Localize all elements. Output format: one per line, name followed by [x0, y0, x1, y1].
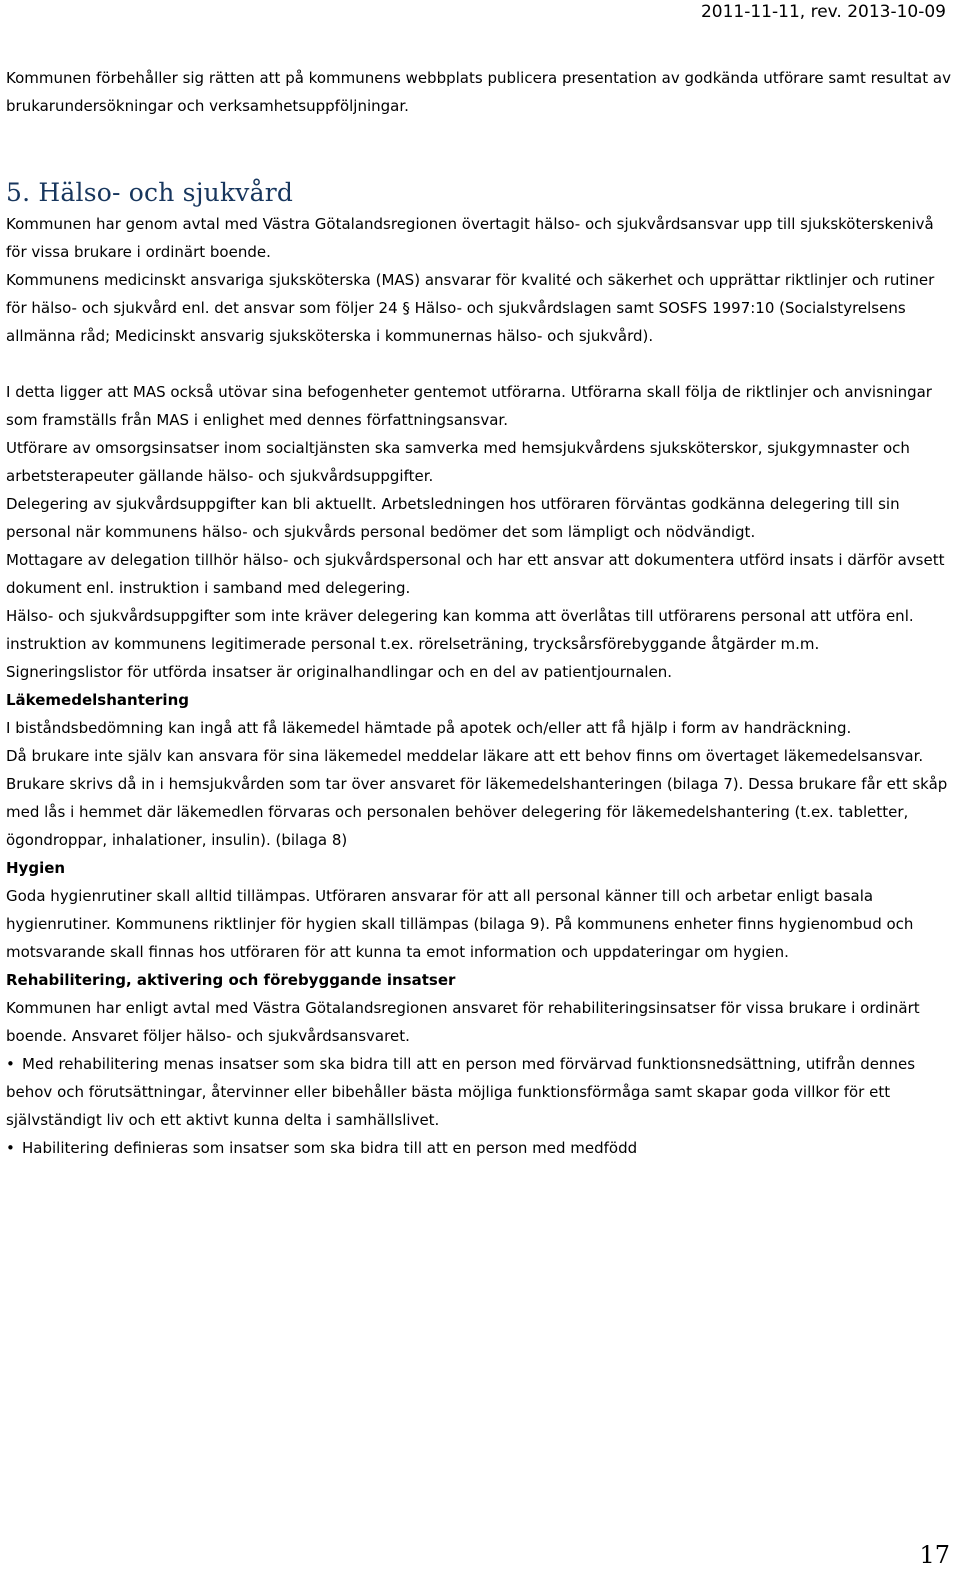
subheading-hygien: Hygien: [6, 859, 66, 877]
document-body: [6, 64, 952, 1162]
paragraph: Kommunens medicinskt ansvariga sjuksköterska (MAS) ansvarar för kvalité och säkerhet och upprättar riktlinjer och rutiner för hälso- och sjukvård enl. det ansvar som följer 24 § Hälso- och sjukvårdslagen samt SOSFS 1997:10 (Socialstyrelsens allmänna råd; Medicinskt ansvarig sjuksköterska i kommunernas hälso- och sjukvård).: [6, 271, 935, 345]
paragraph: Kommunen har genom avtal med Västra Götalandsregionen övertagit hälso- och sjukvårdsansvar upp till sjuksköterskenivå för vissa brukare i ordinärt boende.: [6, 215, 934, 261]
bullet-item: [6, 1134, 952, 1162]
paragraph: Kommunen har enligt avtal med Västra Götalandsregionen ansvaret för rehabiliteringsinsatser för vissa brukare i ordinärt boende. Ansvaret följer hälso- och sjukvårdsansvaret.: [6, 999, 920, 1045]
page-number: 17: [919, 1541, 950, 1569]
paragraph: Utförare av omsorgsinsatser inom socialtjänsten ska samverka med hemsjukvårdens sjuksköterskor, sjukgymnaster och arbetsterapeuter gällande hälso- och sjukvårdsuppgifter.: [6, 439, 910, 485]
section-body: [6, 210, 952, 686]
intro-paragraph: Kommunen förbehåller sig rätten att på kommunens webbplats publicera presentation av godkända utförare samt resultat av brukarundersökningar och verksamhetsuppföljningar.: [6, 69, 951, 115]
bullet-item: [6, 1050, 952, 1134]
paragraph: Då brukare inte själv kan ansvara för sina läkemedel meddelar läkare att ett behov finns om övertaget läkemedelsansvar. Brukare skrivs då in i hemsjukvården som tar över ansvaret för läkemedelshanteringen (bilaga 7). Dessa brukare får ett skåp med lås i hemmet där läkemedlen förvaras och personalen behöver delegering för läkemedelshantering (t.ex. tabletter, ögondroppar, inhalationer, insulin). (bilaga 8): [6, 747, 948, 849]
paragraph: Hälso- och sjukvårdsuppgifter som inte kräver delegering kan komma att överlåtas till utförarens personal att utföra enl. instruktion av kommunens legitimerade personal t.ex. rörelseträning, trycksårsförebyggande åtgärder m.m.: [6, 607, 914, 653]
paragraph: I biståndsbedömning kan ingå att få läkemedel hämtade på apotek och/eller att få hjälp i form av handräckning.: [6, 719, 852, 737]
section-heading: 5. Hälso- och sjukvård: [6, 178, 294, 207]
paragraph: Goda hygienrutiner skall alltid tillämpas. Utföraren ansvarar för att all personal känner till och arbetar enligt basala hygienrutiner. Kommunens riktlinjer för hygien skall tillämpas (bilaga 9). På kommunens enheter finns hygienombud och motsvarande skall finnas hos utföraren för att kunna ta emot information och uppdateringar om hygien.: [6, 887, 914, 961]
bullet-text: Habilitering definieras som insatser som ska bidra till att en person med medfödd: [22, 1139, 638, 1157]
subheading-rehabilitering: Rehabilitering, aktivering och förebyggande insatser: [6, 971, 456, 989]
bullet-text: Med rehabilitering menas insatser som ska bidra till att en person med förvärvad funktionsnedsättning, utifrån dennes behov och förutsättningar, återvinner eller bibehåller bästa möjliga funktionsförmåga samt skapar goda villkor för ett självständigt liv och ett aktivt kunna delta i samhällslivet.: [6, 1055, 916, 1129]
bullet-icon: •: [6, 1055, 15, 1073]
subheading-lakemedel: Läkemedelshantering: [6, 691, 189, 709]
header-date: 2011-11-11, rev. 2013-10-09: [700, 2, 946, 22]
bullet-icon: •: [6, 1139, 15, 1157]
paragraph: I detta ligger att MAS också utövar sina befogenheter gentemot utförarna. Utförarna skall följa de riktlinjer och anvisningar som framställs från MAS i enlighet med dennes författningsansvar.: [6, 383, 932, 429]
paragraph: Delegering av sjukvårdsuppgifter kan bli aktuellt. Arbetsledningen hos utföraren förväntas godkänna delegering till sin personal när kommunens hälso- och sjukvårds personal bedömer det som lämpligt och nödvändigt.: [6, 495, 900, 541]
paragraph: Signeringslistor för utförda insatser är originalhandlingar och en del av patientjournalen.: [6, 663, 673, 681]
paragraph: Mottagare av delegation tillhör hälso- och sjukvårdspersonal och har ett ansvar att dokumentera utförd insats i därför avsett dokument enl. instruktion i samband med delegering.: [6, 551, 945, 597]
